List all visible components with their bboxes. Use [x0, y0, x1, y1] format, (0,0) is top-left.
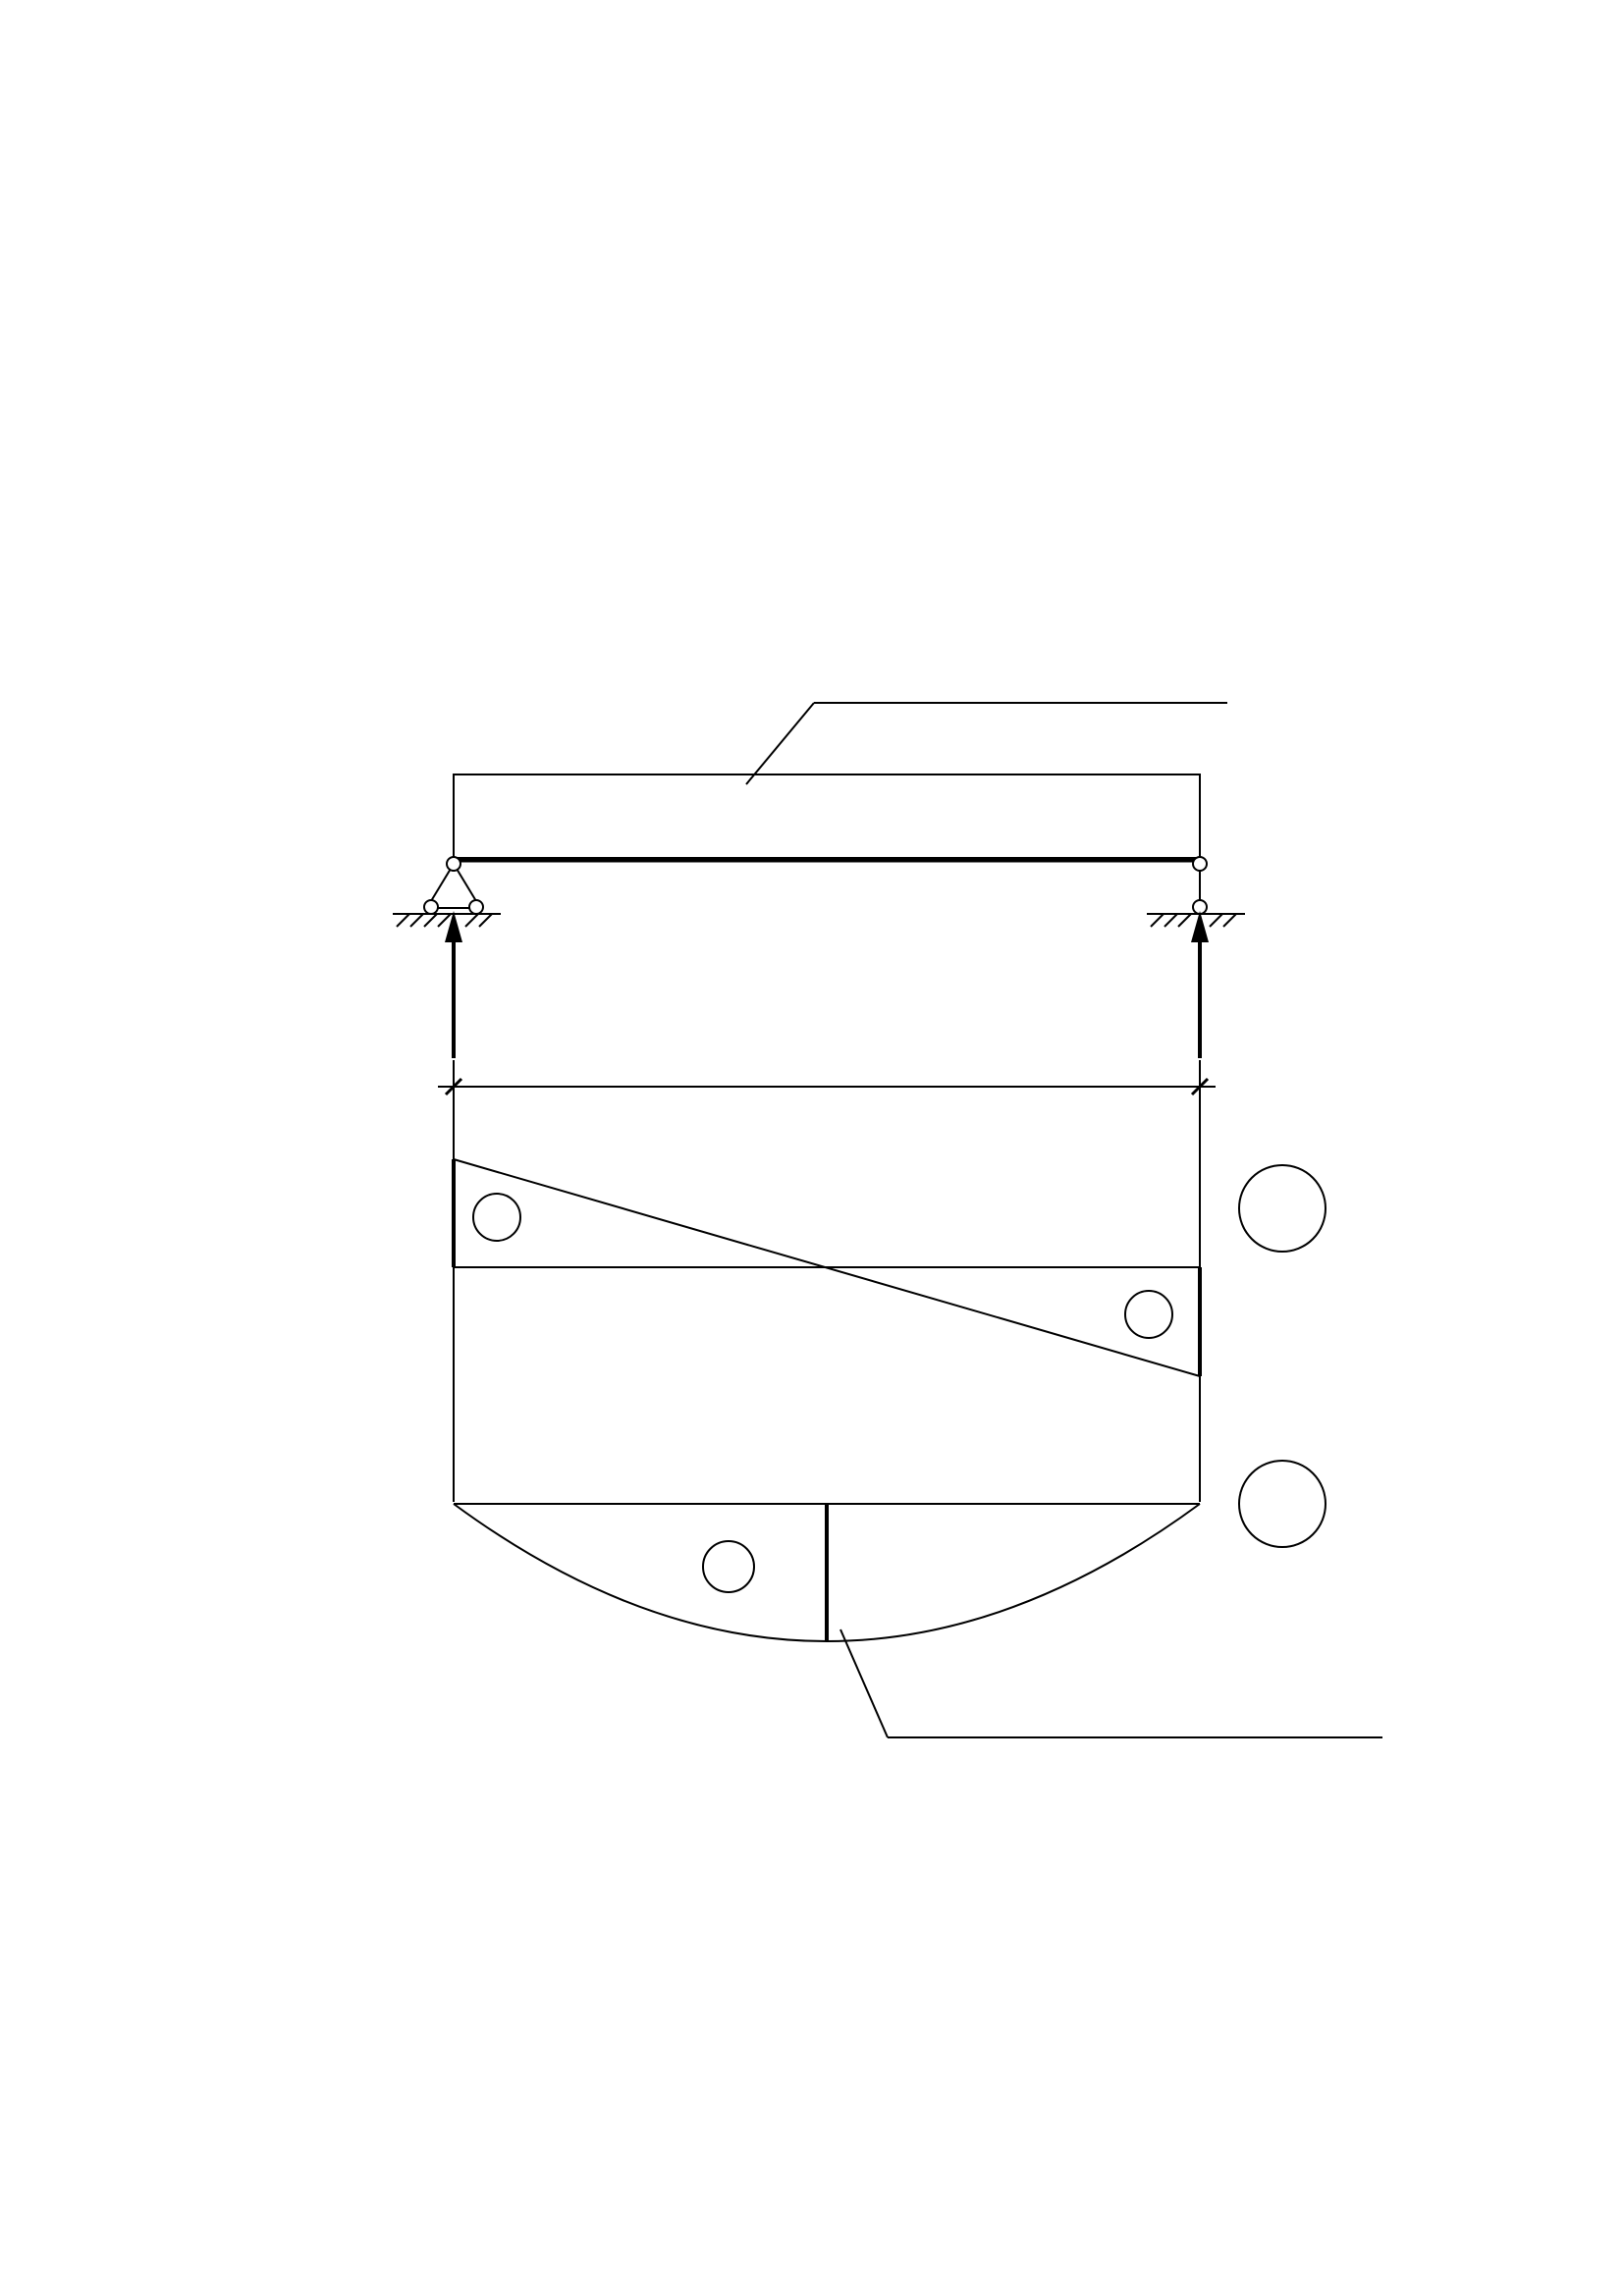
shear-plus-circle	[473, 1194, 520, 1241]
shear-diagram-marker	[1239, 1165, 1326, 1252]
support-b	[1147, 857, 1245, 927]
moment-diagram-marker	[1239, 1461, 1326, 1547]
distributed-load	[0, 0, 1227, 858]
span-dimension	[438, 1060, 1216, 1502]
ground-hatch-a	[397, 914, 492, 927]
shear-diagram	[454, 1159, 1200, 1376]
hinge-b	[1193, 857, 1207, 871]
load-leader-line	[746, 703, 814, 784]
shear-minus-circle	[1125, 1291, 1172, 1338]
moment-diagram	[454, 1504, 1200, 1641]
hinge-a	[447, 857, 460, 871]
support-a	[393, 857, 501, 927]
reaction-b-arrow	[1191, 911, 1209, 1058]
moment-plus-circle	[703, 1541, 754, 1592]
load-frame	[454, 774, 1200, 858]
moment-leader-line	[840, 1629, 888, 1737]
ground-hatch-b	[1151, 914, 1236, 927]
reaction-a-arrow	[445, 911, 462, 1058]
